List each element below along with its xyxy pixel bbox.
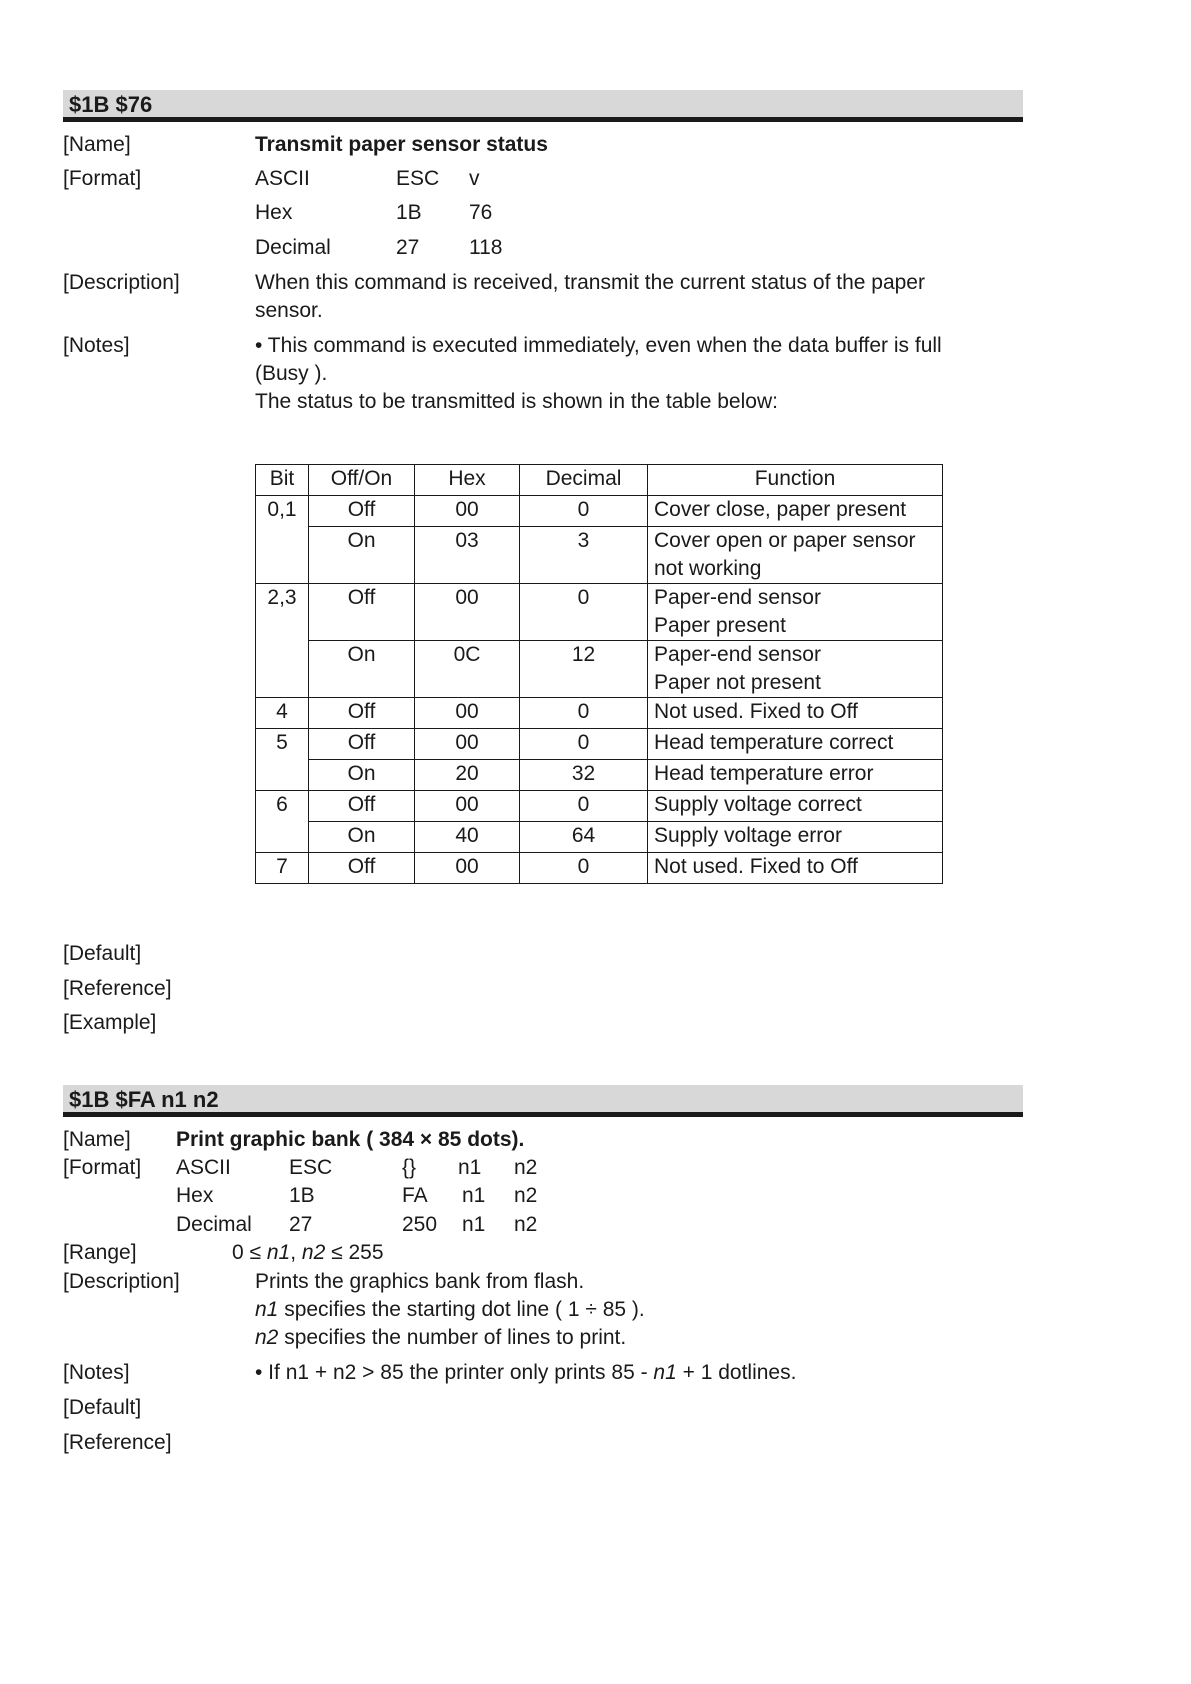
format-decimal-a: 27 [396,236,420,259]
function-line-1: Cover open or paper sensor [654,529,916,552]
decimal-cell: 0 [520,729,648,760]
format-label: [Format] [63,167,142,190]
description-line-1: Prints the graphics bank from flash. [255,1270,585,1293]
function-cell: Not used. Fixed to Off [648,853,943,884]
bit-cell: 0,1 [256,496,309,584]
format-decimal-d: n2 [514,1213,538,1236]
function-cell: Supply voltage error [648,822,943,853]
description-line-2 [255,1298,645,1322]
format-ascii-c: n1 [458,1156,482,1179]
function-line-2: Paper not present [654,671,821,694]
notes-label: [Notes] [63,334,130,357]
section-header-text: $1B $76 [69,92,153,117]
format-decimal-key: Decimal [255,236,331,259]
format-ascii-key: ASCII [176,1156,231,1179]
bit-cell: 4 [256,698,309,729]
desc-line-2-rest: specifies the starting dot line ( 1 ÷ 85 ). [278,1298,645,1321]
format-ascii-key: ASCII [255,167,310,190]
hex-cell: 00 [415,698,520,729]
hex-cell: 00 [415,729,520,760]
status-table-header-row [256,465,943,496]
state-cell: Off [309,791,415,822]
section-header-1b-fa [63,1085,1023,1117]
format-decimal-b: 118 [469,236,503,259]
hex-cell: 00 [415,853,520,884]
bit-cell: 6 [256,791,309,853]
format-hex-b: 76 [469,201,493,224]
notes-text-a: • If n1 + n2 > 85 the printer only prints 85 - [255,1361,654,1384]
state-cell: Off [309,584,415,641]
function-cell: Not used. Fixed to Off [648,698,943,729]
header-function: Function [648,465,943,496]
hex-cell: 00 [415,584,520,641]
desc-var-n2: n2 [255,1326,279,1349]
notes-var-n1: n1 [653,1361,677,1384]
range-n1: n1 [266,1241,291,1264]
state-cell: On [309,760,415,791]
table-row [256,698,943,729]
function-cell: Cover close, paper present [648,496,943,527]
header-bit: Bit [256,465,309,496]
function-cell [648,584,943,641]
state-cell: Off [309,729,415,760]
format-decimal-b: 250 [402,1213,438,1236]
notes-text-b: + 1 dotlines. [676,1361,797,1384]
bit-cell: 7 [256,853,309,884]
function-line-2: not working [654,557,762,580]
function-cell [648,641,943,698]
hex-cell: 20 [415,760,520,791]
description-line-1: When this command is received, transmit the current status of the paper [255,271,925,294]
table-row [256,584,943,641]
notes-line-2: (Busy ). [255,362,328,385]
default-label: [Default] [63,1396,142,1419]
description-label: [Description] [63,1270,180,1293]
example-label: [Example] [63,1011,157,1034]
function-line-2: Paper present [654,614,786,637]
format-ascii-d: n2 [514,1156,538,1179]
decimal-cell: 3 [520,527,648,584]
header-hex: Hex [415,465,520,496]
function-cell [648,527,943,584]
status-table [255,464,943,884]
format-ascii-b: v [469,167,480,190]
table-row [256,496,943,527]
table-row [256,729,943,760]
hex-cell: 0C [415,641,520,698]
function-cell: Supply voltage correct [648,791,943,822]
format-hex-c: n1 [462,1184,486,1207]
notes-line-3: The status to be transmitted is shown in the table below: [255,390,778,413]
reference-label: [Reference] [63,977,172,1000]
format-decimal-c: n1 [462,1213,486,1236]
format-ascii-a: ESC [289,1156,333,1179]
command-name: Transmit paper sensor status [255,133,548,156]
command-name: Print graphic bank ( 384 × 85 dots). [176,1128,525,1151]
function-line-1: Paper-end sensor [654,586,821,609]
description-line-3 [255,1326,626,1350]
range-label: [Range] [63,1241,137,1264]
table-row [256,822,943,853]
hex-cell: 00 [415,791,520,822]
bit-cell: 2,3 [256,584,309,698]
range-text-b: , [290,1241,302,1264]
notes-line-1: • This command is executed immediately, even when the data buffer is full [255,334,942,357]
notes-label: [Notes] [63,1361,130,1384]
format-ascii-a: ESC [396,167,440,190]
section-header-text: $1B $FA n1 n2 [69,1087,219,1112]
format-hex-a: 1B [289,1184,315,1207]
state-cell: Off [309,496,415,527]
hex-cell: 03 [415,527,520,584]
decimal-cell: 0 [520,698,648,729]
description-label: [Description] [63,271,180,294]
format-label: [Format] [63,1156,142,1179]
function-cell: Head temperature error [648,760,943,791]
range-text-a: 0 ≤ [232,1241,267,1264]
table-row [256,760,943,791]
range-value [232,1241,384,1265]
format-hex-b: FA [402,1184,428,1207]
decimal-cell: 32 [520,760,648,791]
function-cell: Head temperature correct [648,729,943,760]
section-header-1b-76 [63,90,1023,122]
format-decimal-key: Decimal [176,1213,252,1236]
range-n2: n2 [301,1241,326,1264]
decimal-cell: 0 [520,584,648,641]
state-cell: On [309,527,415,584]
format-ascii-b: {} [402,1156,417,1179]
format-hex-a: 1B [396,201,422,224]
table-row [256,641,943,698]
format-hex-key: Hex [176,1184,214,1207]
state-cell: On [309,641,415,698]
name-label: [Name] [63,133,131,156]
table-row [256,853,943,884]
notes-line-1 [255,1361,796,1385]
decimal-cell: 64 [520,822,648,853]
reference-label: [Reference] [63,1431,172,1454]
decimal-cell: 12 [520,641,648,698]
bit-cell: 5 [256,729,309,791]
state-cell: Off [309,853,415,884]
default-label: [Default] [63,942,142,965]
decimal-cell: 0 [520,853,648,884]
hex-cell: 00 [415,496,520,527]
range-text-c: ≤ 255 [325,1241,384,1264]
decimal-cell: 0 [520,791,648,822]
table-row [256,527,943,584]
description-line-2: sensor. [255,299,323,322]
header-decimal: Decimal [520,465,648,496]
desc-line-3-rest: specifies the number of lines to print. [278,1326,627,1349]
state-cell: Off [309,698,415,729]
format-decimal-a: 27 [289,1213,313,1236]
table-row [256,791,943,822]
format-hex-d: n2 [514,1184,538,1207]
decimal-cell: 0 [520,496,648,527]
desc-var-n1: n1 [255,1298,279,1321]
hex-cell: 40 [415,822,520,853]
state-cell: On [309,822,415,853]
function-line-1: Paper-end sensor [654,643,821,666]
header-off-on: Off/On [309,465,415,496]
name-label: [Name] [63,1128,131,1151]
format-hex-key: Hex [255,201,293,224]
